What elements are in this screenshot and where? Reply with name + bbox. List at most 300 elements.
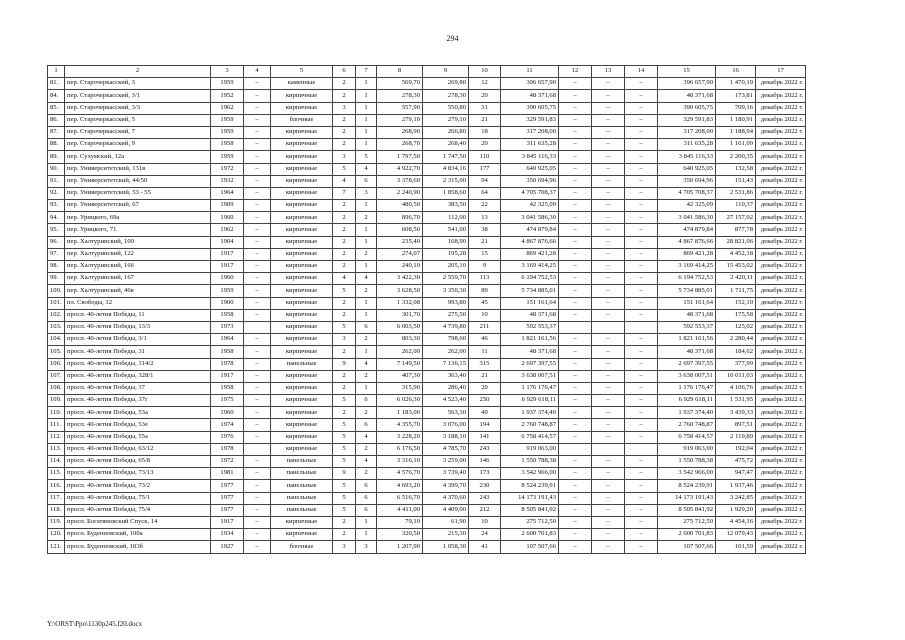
table-cell: 2 bbox=[333, 407, 356, 419]
table-row bbox=[48, 187, 806, 199]
table-cell: 896,70 bbox=[377, 212, 423, 224]
table-cell: 1 937 374,40 bbox=[501, 407, 559, 419]
table-cell: 396 657,90 bbox=[658, 78, 716, 90]
table-cell: 94. bbox=[48, 212, 65, 224]
table-cell: кирпичные bbox=[271, 163, 333, 175]
table-cell: декабрь 2022 г. bbox=[756, 102, 806, 114]
table-cell: – bbox=[244, 370, 271, 382]
table-cell: декабрь 2022 г. bbox=[756, 151, 806, 163]
table-cell: декабрь 2022 г. bbox=[756, 78, 806, 90]
table-cell: 474 879,84 bbox=[501, 224, 559, 236]
table-cell: кирпичные bbox=[271, 200, 333, 212]
table-cell: – bbox=[625, 212, 658, 224]
table-cell: кирпичные bbox=[271, 102, 333, 114]
table-cell: 99. bbox=[48, 273, 65, 285]
table-cell: просп. Буденновский, 100а bbox=[65, 529, 211, 541]
table-cell: 1 937,46 bbox=[716, 480, 756, 492]
table-cell: – bbox=[244, 126, 271, 138]
table-cell: блочные bbox=[271, 541, 333, 553]
table-cell: 195,28 bbox=[423, 248, 469, 260]
table-cell: 89 bbox=[469, 285, 501, 297]
table-row bbox=[48, 492, 806, 504]
table-row bbox=[48, 541, 806, 553]
table-cell: 2 bbox=[356, 334, 377, 346]
table-cell: просп. 40-летия Победы, 11 bbox=[65, 309, 211, 321]
table-cell: 48 371,68 bbox=[658, 346, 716, 358]
table-cell: – bbox=[592, 248, 625, 260]
table-cell: 2 600 701,83 bbox=[658, 529, 716, 541]
table-row bbox=[48, 78, 806, 90]
table-cell: – bbox=[559, 358, 592, 370]
table-cell: декабрь 2022 г. bbox=[756, 187, 806, 199]
table-cell: – bbox=[625, 187, 658, 199]
table-cell: просп. 40-летия Победы, 31 bbox=[65, 346, 211, 358]
table-cell: 869 421,28 bbox=[658, 248, 716, 260]
table-cell: – bbox=[244, 151, 271, 163]
table-cell: 557,90 bbox=[377, 102, 423, 114]
table-cell: – bbox=[592, 334, 625, 346]
table-cell: – bbox=[592, 419, 625, 431]
table-cell: 125,02 bbox=[716, 321, 756, 333]
table-cell: 177 bbox=[469, 163, 501, 175]
table-cell: – bbox=[592, 382, 625, 394]
table-cell: 3 350,30 bbox=[423, 285, 469, 297]
table-cell: – bbox=[559, 126, 592, 138]
table-cell: 6 026,30 bbox=[377, 395, 423, 407]
table-cell: 168,90 bbox=[423, 236, 469, 248]
table-cell: 105. bbox=[48, 346, 65, 358]
table-cell: декабрь 2022 г. bbox=[756, 492, 806, 504]
table-cell: 106. bbox=[48, 358, 65, 370]
table-cell: 15 bbox=[469, 248, 501, 260]
table-cell: кирпичные bbox=[271, 261, 333, 273]
table-cell: 6 194 752,53 bbox=[501, 273, 559, 285]
table-cell: 563,30 bbox=[423, 407, 469, 419]
table-cell: – bbox=[559, 78, 592, 90]
table-cell: – bbox=[625, 309, 658, 321]
table-row bbox=[48, 516, 806, 528]
table-cell: 4 bbox=[356, 358, 377, 370]
table-cell: 1927 bbox=[211, 541, 244, 553]
table-cell: 3 638 007,51 bbox=[501, 370, 559, 382]
table-row bbox=[48, 200, 806, 212]
table-cell: пер. Старочеркасский, 3/1 bbox=[65, 90, 211, 102]
table-cell: просп. 40-летия Победы, 73/13 bbox=[65, 468, 211, 480]
table-cell: 5 bbox=[333, 163, 356, 175]
table-cell: просп. 40-летия Победы, 328/1 bbox=[65, 370, 211, 382]
table-cell: 279,10 bbox=[377, 114, 423, 126]
table-cell: панельные bbox=[271, 492, 333, 504]
table-cell: 113. bbox=[48, 443, 65, 455]
table-cell: декабрь 2022 г. bbox=[756, 468, 806, 480]
table-cell: 1978 bbox=[211, 443, 244, 455]
table-cell: – bbox=[244, 346, 271, 358]
table-cell: 79,10 bbox=[377, 516, 423, 528]
table-cell: 268,70 bbox=[377, 139, 423, 151]
table-cell: 146 bbox=[469, 456, 501, 468]
table-cell: просп. 40-летия Победы, 73/2 bbox=[65, 480, 211, 492]
table-cell: декабрь 2022 г. bbox=[756, 321, 806, 333]
table-cell: 1964 bbox=[211, 187, 244, 199]
table-cell: 64 bbox=[469, 187, 501, 199]
table-cell: 2 bbox=[333, 90, 356, 102]
table-cell: – bbox=[592, 309, 625, 321]
table-cell: – bbox=[625, 224, 658, 236]
table-cell: 151,43 bbox=[716, 175, 756, 187]
table-cell: просп. 40-летия Победы, 75/4 bbox=[65, 504, 211, 516]
table-cell: 3 739,40 bbox=[423, 468, 469, 480]
table-cell: 8 524 239,91 bbox=[501, 480, 559, 492]
table-row bbox=[48, 175, 806, 187]
table-cell: – bbox=[559, 492, 592, 504]
page-number: 294 bbox=[446, 34, 459, 43]
table-cell: – bbox=[559, 504, 592, 516]
table-cell: декабрь 2022 г. bbox=[756, 248, 806, 260]
table-cell: – bbox=[592, 78, 625, 90]
table-cell: 480,50 bbox=[377, 200, 423, 212]
table-cell: 5 bbox=[333, 492, 356, 504]
table-cell: 592 553,37 bbox=[658, 321, 716, 333]
table-cell: – bbox=[592, 346, 625, 358]
table-cell: пер. Урицкого, 69а bbox=[65, 212, 211, 224]
table-cell: 1 bbox=[356, 297, 377, 309]
table-cell: декабрь 2022 г. bbox=[756, 175, 806, 187]
table-cell: 94 bbox=[469, 175, 501, 187]
table-cell: – bbox=[244, 224, 271, 236]
table-cell: кирпичные bbox=[271, 151, 333, 163]
table-cell: 4 355,70 bbox=[377, 419, 423, 431]
table-cell: 1977 bbox=[211, 480, 244, 492]
table-row bbox=[48, 126, 806, 138]
table-cell bbox=[244, 321, 271, 333]
table-cell: просп. Буденновский, 103б bbox=[65, 541, 211, 553]
table-cell: 1 176 176,47 bbox=[501, 382, 559, 394]
table-cell: 2 240,90 bbox=[377, 187, 423, 199]
table-cell: кирпичные bbox=[271, 285, 333, 297]
table-cell: 2 bbox=[333, 78, 356, 90]
table-cell: – bbox=[592, 431, 625, 443]
table-cell: 21 bbox=[469, 370, 501, 382]
table-row bbox=[48, 248, 806, 260]
table-cell: пер. Халтуринский, 122 bbox=[65, 248, 211, 260]
table-cell: панельные bbox=[271, 468, 333, 480]
table-cell: 1 550 788,38 bbox=[501, 456, 559, 468]
table-row bbox=[48, 139, 806, 151]
table-cell: декабрь 2022 г. bbox=[756, 334, 806, 346]
table-cell: – bbox=[244, 480, 271, 492]
table-cell: 1972 bbox=[211, 163, 244, 175]
table-cell: 6 929 618,11 bbox=[658, 395, 716, 407]
table-cell: просп. 40-летия Победы, 37 bbox=[65, 382, 211, 394]
table-cell: – bbox=[592, 273, 625, 285]
table-cell: 93. bbox=[48, 200, 65, 212]
table-cell: 235,40 bbox=[377, 236, 423, 248]
table-cell: 14 173 191,43 bbox=[501, 492, 559, 504]
table-cell: – bbox=[559, 370, 592, 382]
table-cell: 151 161,64 bbox=[658, 297, 716, 309]
table-cell: 2 bbox=[333, 200, 356, 212]
table-cell: – bbox=[625, 516, 658, 528]
table-cell: 141 bbox=[469, 431, 501, 443]
table-cell: – bbox=[559, 200, 592, 212]
table-cell: – bbox=[592, 480, 625, 492]
table-cell: 2 bbox=[356, 443, 377, 455]
table-cell: декабрь 2022 г. bbox=[756, 431, 806, 443]
housing-register-table bbox=[47, 65, 806, 554]
table-cell: пл. Свободы, 12 bbox=[65, 297, 211, 309]
table-cell: 315,90 bbox=[377, 382, 423, 394]
table-cell: 10 bbox=[469, 516, 501, 528]
table-cell: 115. bbox=[48, 468, 65, 480]
table-cell: 1981 bbox=[211, 468, 244, 480]
table-cell: декабрь 2022 г. bbox=[756, 139, 806, 151]
table-cell: 81. bbox=[48, 78, 65, 90]
table-cell: – bbox=[244, 187, 271, 199]
table-cell: 569,70 bbox=[377, 78, 423, 90]
table-cell: кирпичные bbox=[271, 309, 333, 321]
table-cell: 117. bbox=[48, 492, 65, 504]
column-header: 4 bbox=[244, 66, 271, 78]
table-cell: 230 bbox=[469, 480, 501, 492]
table-cell: кирпичные bbox=[271, 175, 333, 187]
table-cell: – bbox=[625, 382, 658, 394]
table-cell: – bbox=[625, 419, 658, 431]
table-cell: 329 591,83 bbox=[501, 114, 559, 126]
table-cell: 3 542 966,00 bbox=[501, 468, 559, 480]
table-cell: блочные bbox=[271, 114, 333, 126]
table-cell: 5 734 885,01 bbox=[658, 285, 716, 297]
table-cell: 1 bbox=[356, 78, 377, 90]
table-cell: – bbox=[244, 529, 271, 541]
table-cell: 9 bbox=[333, 358, 356, 370]
table-cell: 102. bbox=[48, 309, 65, 321]
table-cell bbox=[244, 443, 271, 455]
table-cell: – bbox=[244, 309, 271, 321]
table-cell: 1 937 374,40 bbox=[658, 407, 716, 419]
table-cell: просп. 40-летия Победы, 55а bbox=[65, 431, 211, 443]
table-cell: 3 169 414,25 bbox=[658, 261, 716, 273]
table-cell: кирпичные bbox=[271, 346, 333, 358]
table-cell: – bbox=[559, 346, 592, 358]
column-header: 9 bbox=[423, 66, 469, 78]
column-header: 13 bbox=[592, 66, 625, 78]
table-cell: 10 011,03 bbox=[716, 370, 756, 382]
table-cell: 2 bbox=[333, 382, 356, 394]
column-header: 12 bbox=[559, 66, 592, 78]
table-cell: 48 371,68 bbox=[658, 90, 716, 102]
table-cell: 103. bbox=[48, 321, 65, 333]
table-cell: 4 bbox=[356, 456, 377, 468]
table-cell: 1917 bbox=[211, 248, 244, 260]
table-cell: 947,47 bbox=[716, 468, 756, 480]
table-cell bbox=[625, 443, 658, 455]
table-cell: 274,07 bbox=[377, 248, 423, 260]
table-cell: – bbox=[559, 261, 592, 273]
table-row bbox=[48, 419, 806, 431]
table-cell: просп. 40-летия Победы, 63/12 bbox=[65, 443, 211, 455]
table-cell: 107 507,66 bbox=[501, 541, 559, 553]
table-cell: 114. bbox=[48, 456, 65, 468]
table-cell: – bbox=[244, 175, 271, 187]
table-row bbox=[48, 114, 806, 126]
table-cell: – bbox=[592, 516, 625, 528]
table-cell: 2 bbox=[356, 248, 377, 260]
table-cell: 3 259,00 bbox=[423, 456, 469, 468]
table-cell: пер. Старочеркасский, 7 bbox=[65, 126, 211, 138]
table-row bbox=[48, 431, 806, 443]
table-cell: – bbox=[559, 468, 592, 480]
table-cell: – bbox=[559, 541, 592, 553]
table-row bbox=[48, 382, 806, 394]
table-cell: 1958 bbox=[211, 139, 244, 151]
table-cell: 1 bbox=[356, 382, 377, 394]
table-cell: 275 712,50 bbox=[501, 516, 559, 528]
table-cell: 1909 bbox=[211, 200, 244, 212]
table-cell: 286,40 bbox=[423, 382, 469, 394]
table-cell: 20 bbox=[469, 139, 501, 151]
table-cell: 113 bbox=[469, 273, 501, 285]
table-cell: 3 169 414,25 bbox=[501, 261, 559, 273]
table-cell: – bbox=[592, 261, 625, 273]
table-cell: 1917 bbox=[211, 261, 244, 273]
table-cell: 311 635,28 bbox=[501, 139, 559, 151]
table-cell: – bbox=[244, 334, 271, 346]
table-cell: – bbox=[559, 175, 592, 187]
table-cell: – bbox=[625, 78, 658, 90]
table-cell: – bbox=[244, 200, 271, 212]
table-cell: 110. bbox=[48, 407, 65, 419]
table-cell: 262,00 bbox=[377, 346, 423, 358]
table-cell: 205,10 bbox=[423, 261, 469, 273]
table-cell: 1 332,08 bbox=[377, 297, 423, 309]
table-cell: 396 657,90 bbox=[501, 78, 559, 90]
table-cell: 22 bbox=[469, 200, 501, 212]
table-row bbox=[48, 456, 806, 468]
table-cell: пер. Халтуринский, 100 bbox=[65, 236, 211, 248]
table-cell: 20 bbox=[469, 382, 501, 394]
table-cell: – bbox=[625, 370, 658, 382]
table-cell: – bbox=[625, 285, 658, 297]
table-cell: 2 200,35 bbox=[716, 151, 756, 163]
table-cell: 5 bbox=[333, 395, 356, 407]
table-cell: 1 180,91 bbox=[716, 114, 756, 126]
table-cell: – bbox=[559, 297, 592, 309]
table-cell: 4 411,00 bbox=[377, 504, 423, 516]
table-cell: – bbox=[625, 456, 658, 468]
table-cell: – bbox=[244, 504, 271, 516]
table-cell: 919 063,00 bbox=[501, 443, 559, 455]
table-cell: 2 119,89 bbox=[716, 431, 756, 443]
table-cell: 24 bbox=[469, 529, 501, 541]
table-cell: 86. bbox=[48, 114, 65, 126]
table-cell: – bbox=[592, 492, 625, 504]
table-cell: – bbox=[244, 468, 271, 480]
table-cell: 1974 bbox=[211, 419, 244, 431]
table-cell: 107 507,66 bbox=[658, 541, 716, 553]
table-cell: 194 bbox=[469, 419, 501, 431]
table-cell: 5 bbox=[333, 321, 356, 333]
table-cell: 2 bbox=[333, 212, 356, 224]
table-cell: 2 bbox=[356, 212, 377, 224]
table-cell: 2 bbox=[333, 248, 356, 260]
table-cell: декабрь 2022 г. bbox=[756, 273, 806, 285]
table-cell: 278,30 bbox=[377, 90, 423, 102]
table-cell: – bbox=[625, 346, 658, 358]
table-cell: – bbox=[244, 139, 271, 151]
table-cell: – bbox=[625, 407, 658, 419]
table-cell: 87. bbox=[48, 126, 65, 138]
table-cell: 1 176 176,47 bbox=[658, 382, 716, 394]
table-cell: 120. bbox=[48, 529, 65, 541]
table-cell: декабрь 2022 г. bbox=[756, 419, 806, 431]
table-cell: 31 bbox=[469, 102, 501, 114]
table-cell: – bbox=[625, 480, 658, 492]
table-cell: – bbox=[592, 541, 625, 553]
table-cell: 45 bbox=[469, 297, 501, 309]
table-cell: 2 bbox=[356, 468, 377, 480]
table-cell: – bbox=[625, 151, 658, 163]
table-cell: – bbox=[559, 407, 592, 419]
table-cell: 21 bbox=[469, 114, 501, 126]
table-cell: 2 bbox=[333, 139, 356, 151]
table-cell: 48 371,68 bbox=[501, 309, 559, 321]
table-cell: 6 bbox=[356, 492, 377, 504]
table-cell: 363,40 bbox=[423, 370, 469, 382]
table-cell: – bbox=[244, 285, 271, 297]
table-cell: – bbox=[559, 248, 592, 260]
table-cell: 3 076,00 bbox=[423, 419, 469, 431]
table-cell: – bbox=[244, 431, 271, 443]
table-cell: 1 550 788,38 bbox=[658, 456, 716, 468]
table-cell: 993,80 bbox=[423, 297, 469, 309]
table-cell: 243 bbox=[469, 492, 501, 504]
table-cell: 1904 bbox=[211, 236, 244, 248]
table-row bbox=[48, 212, 806, 224]
table-cell: 3 041 586,30 bbox=[501, 212, 559, 224]
table-cell: 1 188,94 bbox=[716, 126, 756, 138]
table-cell: – bbox=[559, 309, 592, 321]
table-cell: 100. bbox=[48, 285, 65, 297]
table-cell: – bbox=[625, 541, 658, 553]
table-cell: 1958 bbox=[211, 309, 244, 321]
table-cell: 21 bbox=[469, 236, 501, 248]
table-cell: – bbox=[559, 480, 592, 492]
table-cell: – bbox=[625, 261, 658, 273]
table-cell: 407,30 bbox=[377, 370, 423, 382]
table-row bbox=[48, 309, 806, 321]
table-cell: 5 bbox=[333, 443, 356, 455]
table-cell: 2 bbox=[333, 126, 356, 138]
table-cell: 4 705 708,37 bbox=[501, 187, 559, 199]
table-cell: 4 693,20 bbox=[377, 480, 423, 492]
table-cell: 1 bbox=[356, 236, 377, 248]
column-header: 8 bbox=[377, 66, 423, 78]
table-row bbox=[48, 285, 806, 297]
table-header-row bbox=[48, 66, 806, 78]
table-cell: – bbox=[244, 492, 271, 504]
table-cell: – bbox=[592, 224, 625, 236]
table-cell: 1960 bbox=[211, 273, 244, 285]
table-cell: декабрь 2022 г. bbox=[756, 480, 806, 492]
table-row bbox=[48, 334, 806, 346]
table-cell: кирпичные bbox=[271, 443, 333, 455]
table-cell: 1 bbox=[356, 309, 377, 321]
table-cell: 2 bbox=[333, 114, 356, 126]
table-cell: кирпичные bbox=[271, 126, 333, 138]
table-cell: пер. Университетский, 131в bbox=[65, 163, 211, 175]
table-cell: – bbox=[244, 516, 271, 528]
table-cell: 85. bbox=[48, 102, 65, 114]
